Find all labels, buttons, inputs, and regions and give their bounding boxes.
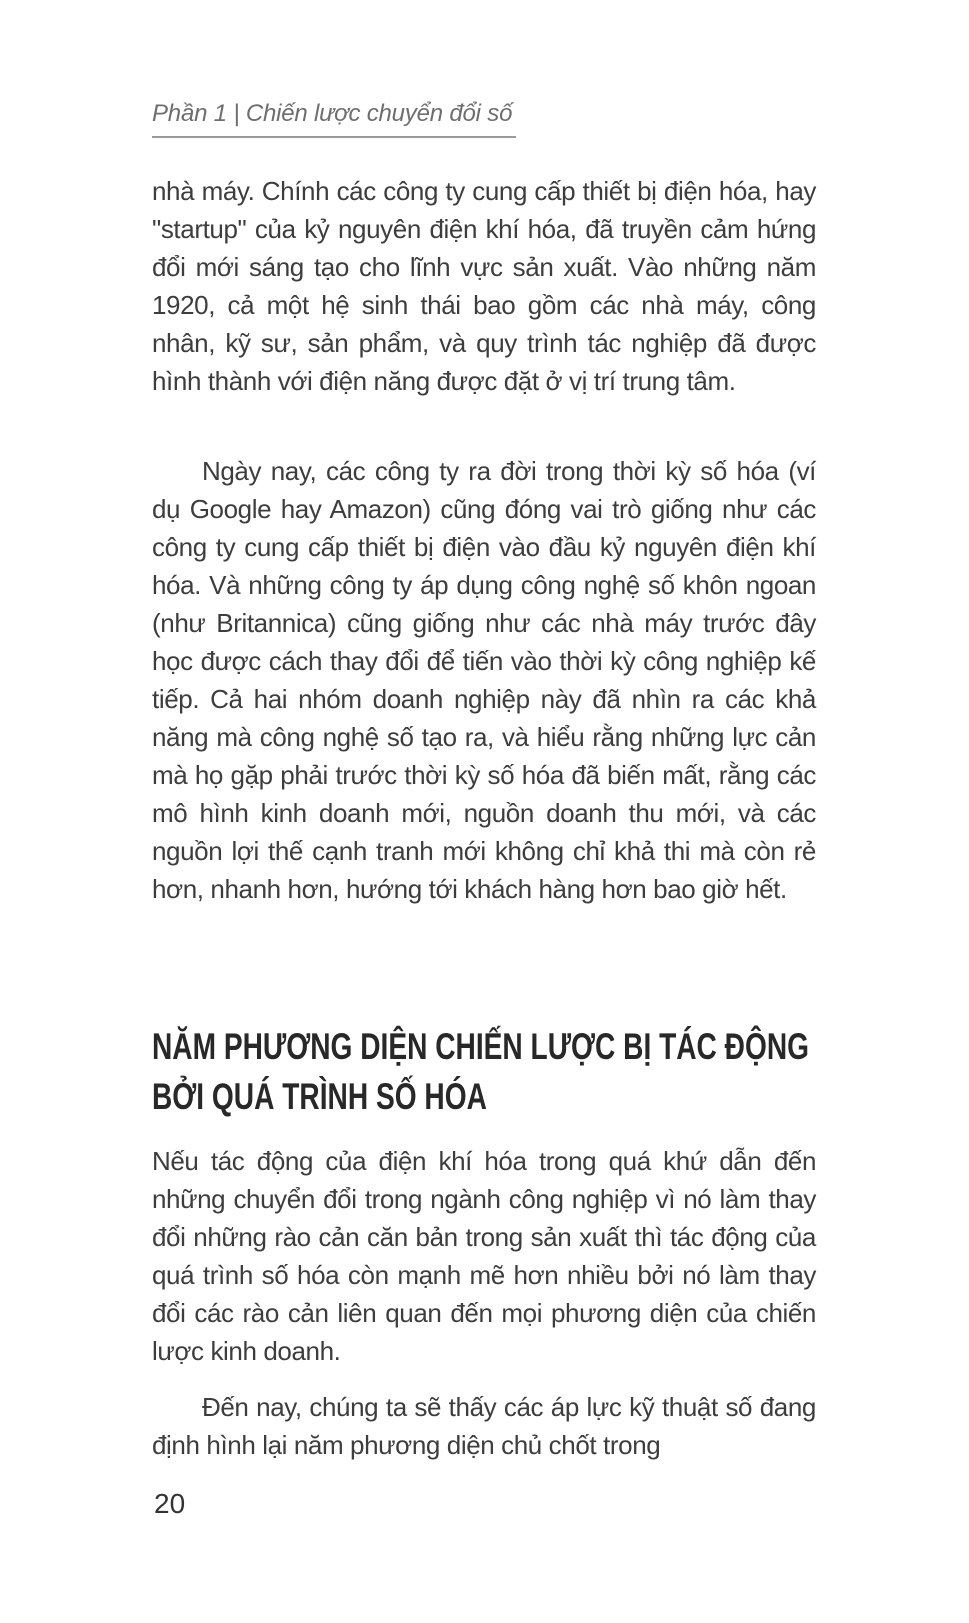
paragraph: nhà máy. Chính các công ty cung cấp thiết bị điện hóa, hay "startup" của kỷ nguyên điện khí hóa, đã truyền cảm hứng đổi mới sáng tạo cho lĩnh vực sản xuất. Vào những năm 1920, cả một hệ sinh thái bao gồm các nhà máy, công nhân, kỹ sư, sản phẩm, và quy trình tác nghiệp đã được hình thành với điện năng được đặt ở vị trí trung tâm. bbox=[152, 176, 816, 396]
section-heading-line-1: NĂM PHƯƠNG DIỆN CHIẾN LƯỢC BỊ TÁC ĐỘNG bbox=[152, 1026, 810, 1067]
paragraph: Nếu tác động của điện khí hóa trong quá khứ dẫn đến những chuyển đổi trong ngành công nghiệp vì nó làm thay đổi những rào cản căn bản trong sản xuất thì tác động của quá trình số hóa còn mạnh mẽ hơn nhiều bởi nó làm thay đổi các rào cản liên quan đến mọi phương diện của chiến lược kinh doanh. bbox=[152, 1146, 816, 1366]
section-heading bbox=[152, 1022, 832, 1122]
paragraph: Ngày nay, các công ty ra đời trong thời kỳ số hóa (ví dụ Google hay Amazon) cũng đóng vai trò giống như các công ty cung cấp thiết bị điện vào đầu kỷ nguyên điện khí hóa. Và những công ty áp dụng công nghệ số khôn ngoan (như Britannica) cũng giống như các nhà máy trước đây học được cách thay đổi để tiến vào thời kỳ công nghiệp kế tiếp. Cả hai nhóm doanh nghiệp này đã nhìn ra các khả năng mà công nghệ số tạo ra, và hiểu rằng những lực cản mà họ gặp phải trước thời kỳ số hóa đã biến mất, rằng các mô hình kinh doanh mới, nguồn doanh thu mới, và các nguồn lợi thế cạnh tranh mới không chỉ khả thi mà còn rẻ hơn, nhanh hơn, hướng tới khách hàng hơn bao giờ hết. bbox=[152, 456, 816, 904]
section-heading-line-2: BỞI QUÁ TRÌNH SỐ HÓA bbox=[152, 1076, 487, 1117]
running-header: Phần 1 | Chiến lược chuyển đổi số bbox=[152, 100, 516, 138]
paragraph: Đến nay, chúng ta sẽ thấy các áp lực kỹ thuật số đang định hình lại năm phương diện chủ chốt trong bbox=[152, 1392, 816, 1460]
page-number: 20 bbox=[154, 1488, 186, 1519]
